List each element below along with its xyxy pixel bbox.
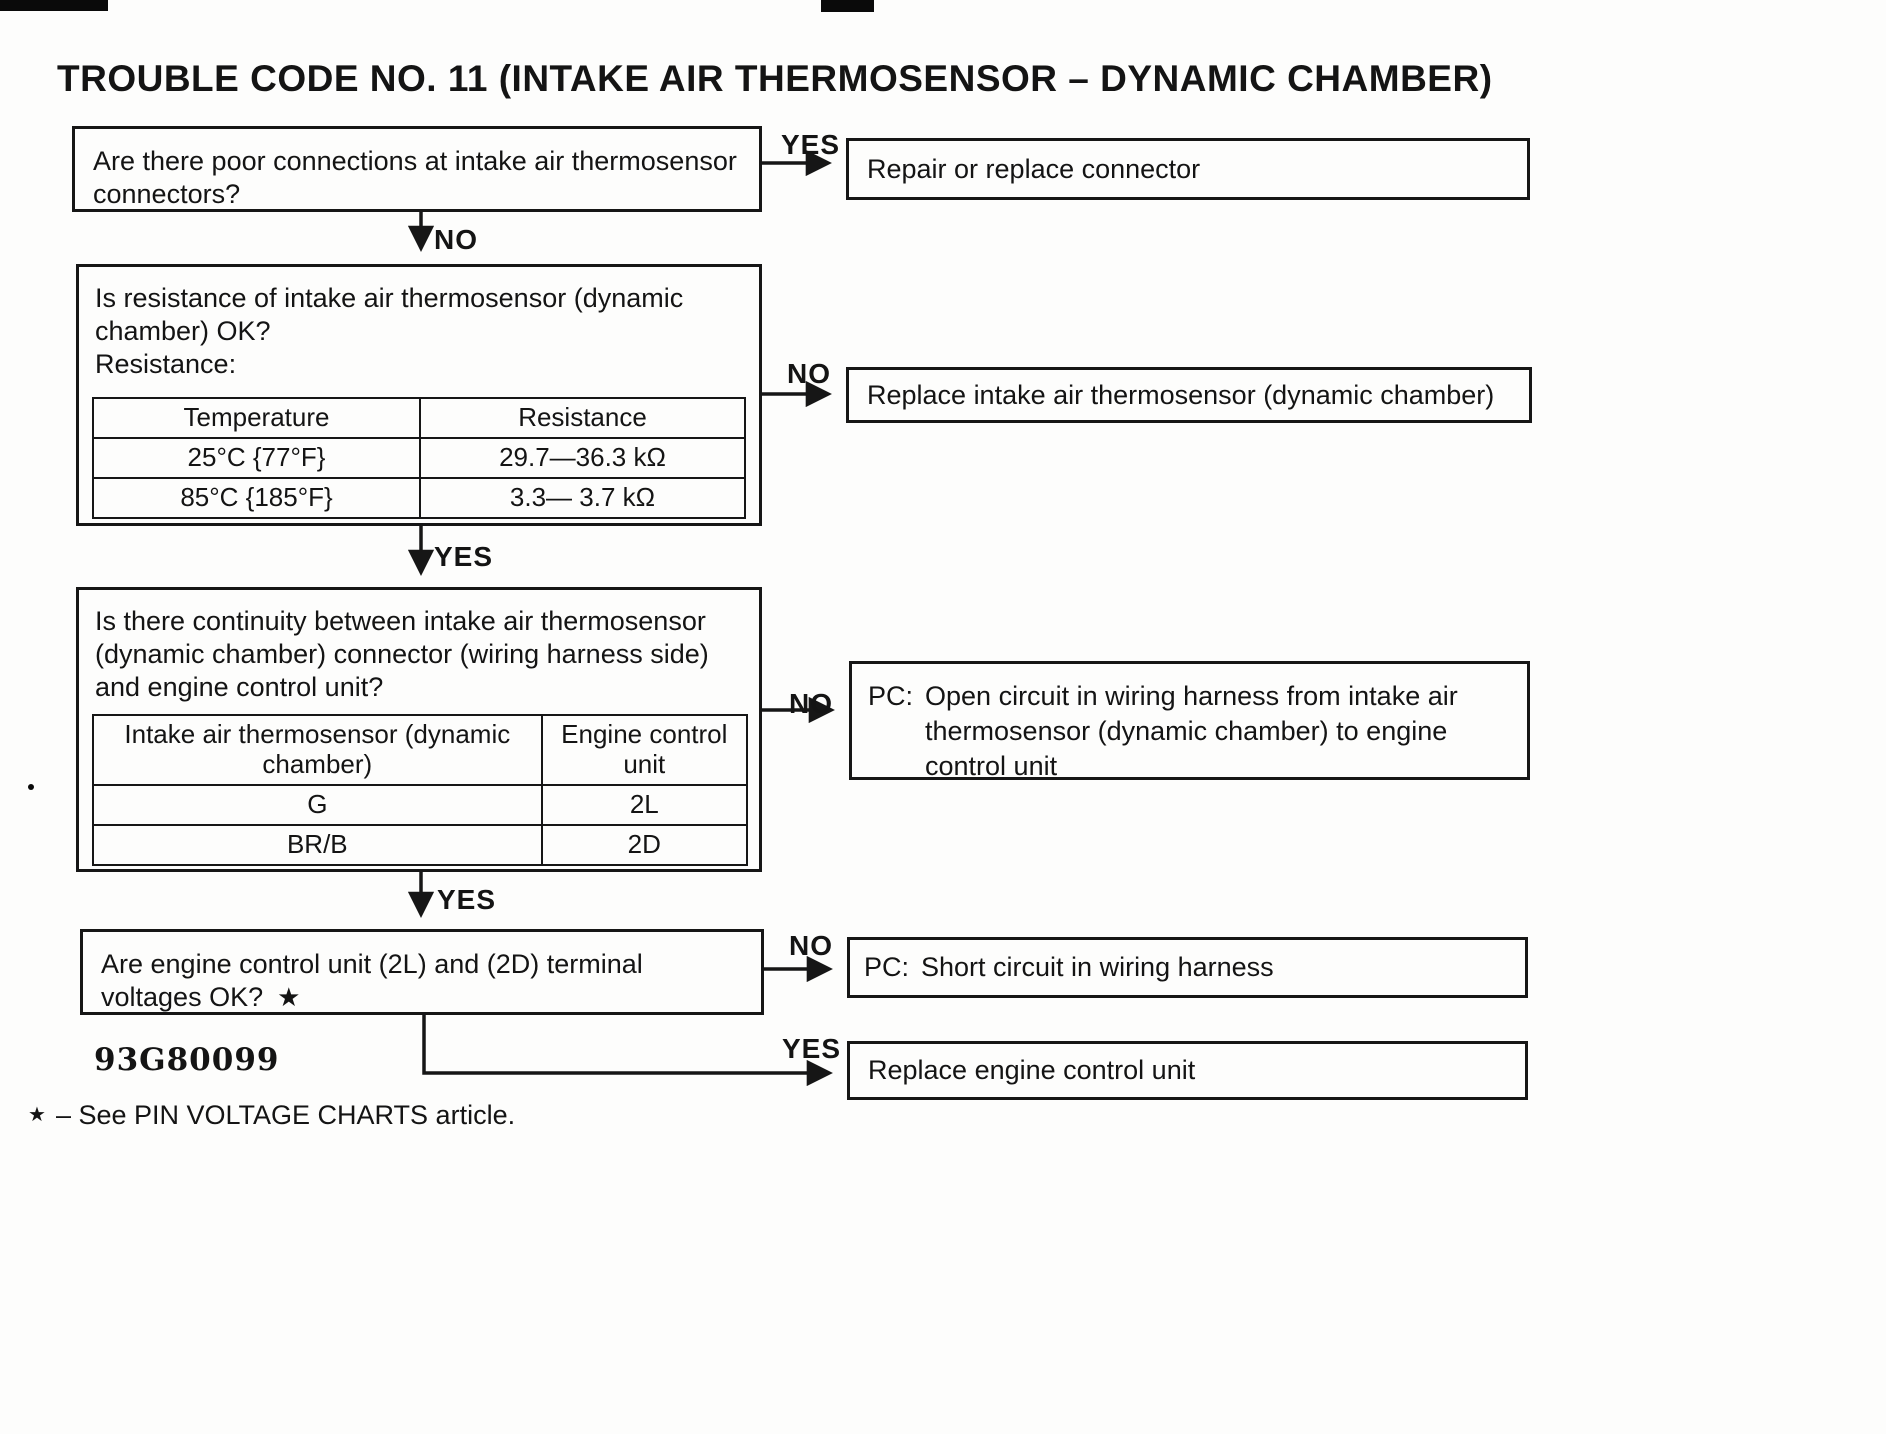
branch-label-no: NO: [787, 358, 831, 389]
question-box-continuity: [76, 587, 762, 872]
scan-artifact: [0, 0, 108, 11]
table-cell: G: [307, 788, 328, 819]
table-row: [94, 824, 746, 864]
scan-artifact: [821, 0, 874, 12]
table-cell: 3.3— 3.7 kΩ: [419, 479, 744, 517]
branch-label-no: NO: [789, 930, 833, 961]
branch-label-yes: YES: [782, 1033, 842, 1064]
resistance-table: [92, 397, 746, 519]
table-header-row: [94, 716, 746, 784]
page-title: TROUBLE CODE NO. 11 (INTAKE AIR THERMOSENSOR – DYNAMIC CHAMBER): [57, 58, 1493, 99]
pc-prefix: PC:: [868, 681, 914, 711]
table-cell: 29.7—36.3 kΩ: [419, 439, 744, 477]
question-text: Is there continuity between intake air thermosensor (dynamic chamber) connector (wiring harness side) and engine control unit?: [95, 606, 709, 702]
figure-code: 93G80099: [94, 1042, 280, 1078]
table-row: [94, 784, 746, 824]
column-header: Resistance: [419, 399, 744, 437]
action-text: Repair or replace connector: [867, 153, 1201, 184]
table-cell: 2D: [541, 826, 746, 864]
action-box-replace-thermosensor: [846, 367, 1532, 423]
question-box-poor-connections: [72, 126, 762, 212]
branch-label-yes: YES: [434, 541, 494, 572]
branch-label-no: NO: [434, 224, 478, 255]
column-header: Engine control unit: [541, 716, 746, 784]
action-text: Replace engine control unit: [868, 1055, 1196, 1085]
question-text: Is resistance of intake air thermosensor (dynamic chamber) OK?: [95, 283, 684, 346]
action-box-short-circuit: [847, 937, 1528, 998]
scan-artifact: [28, 784, 34, 790]
table-cell: 25°C {77°F}: [187, 441, 326, 472]
question-text: Are there poor connections at intake air thermosensor connectors?: [93, 146, 737, 209]
action-box-replace-ecu: [847, 1041, 1528, 1100]
table-cell: 85°C {185°F}: [180, 481, 333, 512]
branch-label-no: NO: [789, 688, 833, 719]
footnote-star-icon: ★: [277, 981, 301, 1012]
footnote-text: – See PIN VOLTAGE CHARTS article.: [55, 1100, 516, 1130]
footnote: [28, 1100, 515, 1131]
question-subline: Resistance:: [95, 348, 237, 379]
connector-q4-yes: [424, 1015, 829, 1073]
table-row: [94, 437, 744, 477]
column-header: Temperature: [183, 402, 330, 432]
action-box-repair-connector: [846, 138, 1530, 200]
pc-prefix: PC:: [864, 951, 910, 982]
action-text: Open circuit in wiring harness from intake air thermosensor (dynamic chamber) to engine control unit: [925, 681, 1458, 782]
table-header-row: [94, 399, 744, 437]
column-header: Intake air thermosensor (dynamic chamber): [124, 719, 511, 779]
action-text: Short circuit in wiring harness: [921, 951, 1274, 982]
question-box-resistance: [76, 264, 762, 526]
question-text: Are engine control unit (2L) and (2D) terminal voltages OK? ★: [101, 949, 643, 1012]
question-box-terminal-voltages: [80, 929, 764, 1015]
continuity-table: [92, 714, 748, 866]
branch-label-yes: YES: [437, 884, 497, 915]
action-box-open-circuit: [849, 661, 1530, 780]
table-row: [94, 477, 744, 517]
branch-label-yes: YES: [781, 129, 841, 160]
table-cell: 2L: [541, 786, 746, 824]
footnote-star-icon: ★: [28, 1104, 46, 1126]
table-cell: BR/B: [286, 828, 348, 859]
action-text: Replace intake air thermosensor (dynamic chamber): [867, 379, 1495, 410]
